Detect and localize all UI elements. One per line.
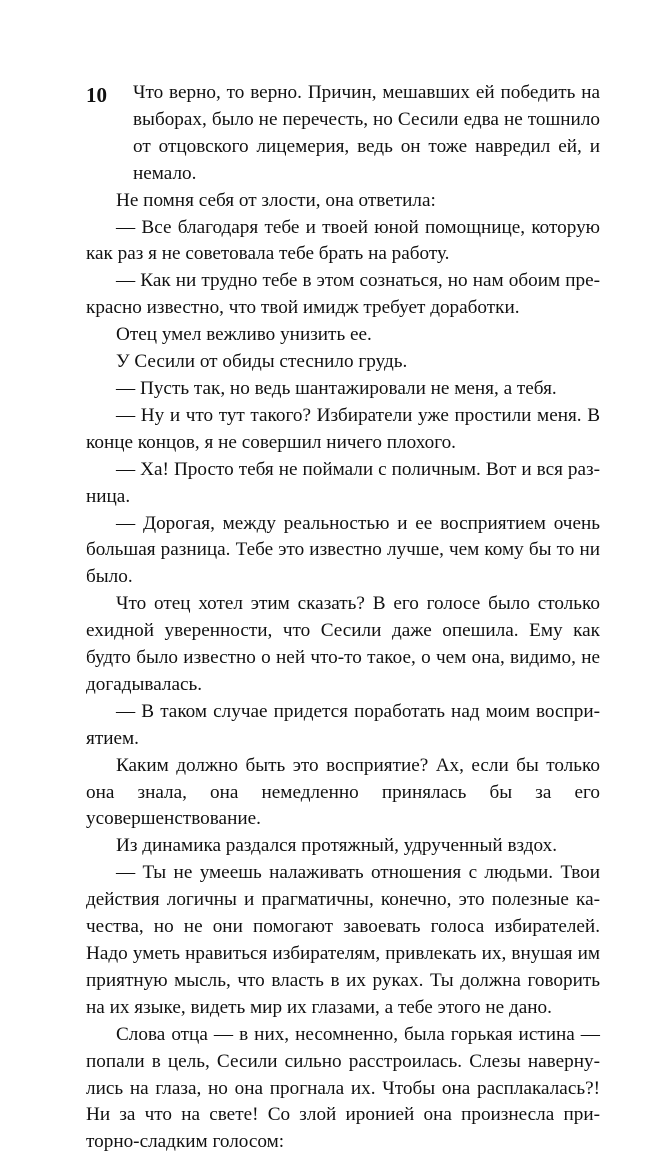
paragraph: Что отец хотел этим сказать? В его голосе было столько ехидной уверенности, что Сесили даже опешила. Ему как будто было известно о ней что-то такое, о чем она, видимо, не догадывалась. bbox=[86, 593, 600, 695]
page-number: 10 bbox=[86, 83, 107, 107]
paragraph: — Пусть так, но ведь шантажировали не меня, а тебя. bbox=[116, 377, 557, 399]
paragraph: — Все благодаря тебе и твоей юной помощнице, которую как раз я не советовала тебе брать на работу. bbox=[86, 216, 600, 265]
paragraph: Слова отца — в них, несомненно, была горькая истина — попали в цель, Сесили сильно расстроилась. Слезы навернулись на глаза, но она прогнала их. Чтобы она расплакалась?! Ни за что на свете! Со злой иронией она произнесла приторно-сладким голосом: bbox=[86, 1023, 600, 1153]
paragraph: — Дорогая, между реальностью и ее восприятием очень большая разница. Тебе это известно лучше, чем кому бы то ни было. bbox=[86, 512, 600, 588]
paragraph: — Ты не умеешь налаживать отношения с людьми. Твои действия логичны и прагматичны, конечно, это полезные качества, но не они помогают завоевать голоса избирателей. Надо уметь нравиться избирателям, привлекать их, внушая им приятную мысль, что власть в их руках. Ты должна говорить на их языке, видеть мир их глазами, а тебе этого не дано. bbox=[86, 862, 600, 1018]
paragraph: Каким должно быть это восприятие? Ах, если бы только она знала, она немедленно принялась бы за его усовершенствование. bbox=[86, 754, 600, 830]
body-text bbox=[86, 80, 600, 1156]
paragraph: — Как ни трудно тебе в этом сознаться, но нам обоим прекрасно известно, что твой имидж требует доработки. bbox=[86, 270, 600, 319]
paragraph: Что верно, то верно. Причин, мешавших ей победить на выборах, было не перечесть, но Сесили едва не тошнило от отцовского лицемерия, ведь он тоже навредил ей, и немало. bbox=[133, 82, 600, 184]
paragraph: У Сесили от обиды стеснило грудь. bbox=[116, 351, 408, 373]
paragraph: Не помня себя от злости, она ответила: bbox=[116, 189, 436, 211]
paragraph: — В таком случае придется поработать над моим восприятием. bbox=[86, 700, 600, 749]
paragraph: Отец умел вежливо унизить ее. bbox=[116, 324, 372, 346]
paragraph: — Ха! Просто тебя не поймали с поличным. Вот и вся разница. bbox=[86, 458, 600, 507]
paragraph: Из динамика раздался протяжный, удрученный вздох. bbox=[116, 835, 558, 857]
paragraph: — Ну и что тут такого? Избиратели уже простили меня. В конце концов, я не совершил ничего плохого. bbox=[86, 404, 600, 453]
